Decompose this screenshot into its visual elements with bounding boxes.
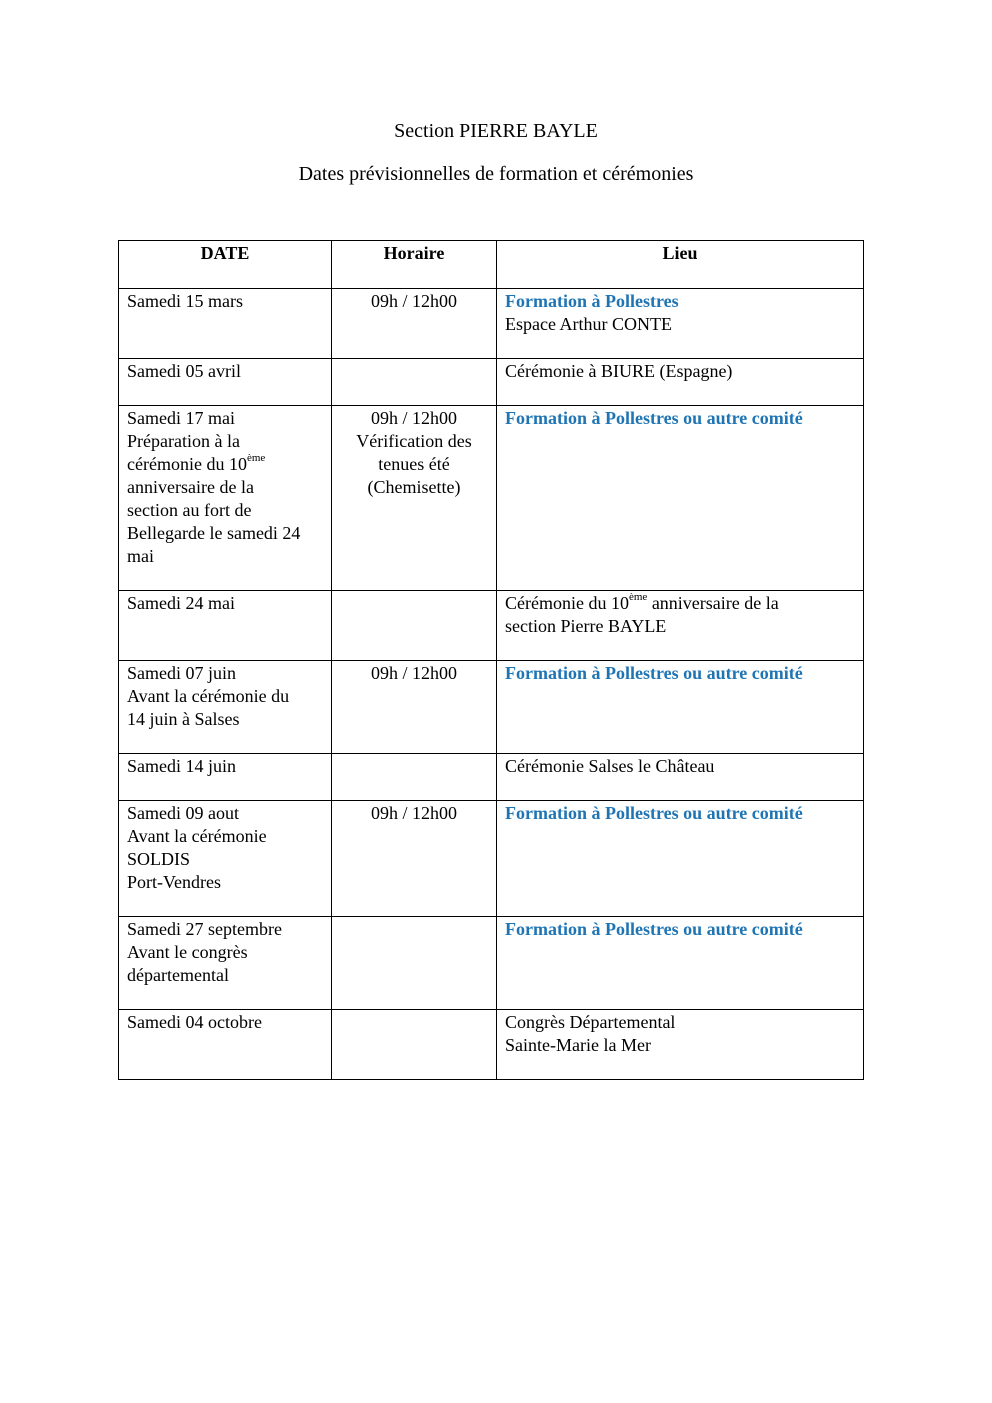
lieu-cell bbox=[497, 917, 864, 1010]
horaire-cell bbox=[332, 591, 497, 661]
lieu-line: section Pierre BAYLE bbox=[505, 616, 667, 636]
page-subtitle: Dates prévisionnelles de formation et cérémonies bbox=[298, 163, 694, 185]
horaire-cell bbox=[332, 754, 497, 801]
horaire-line: tenues été bbox=[378, 454, 450, 474]
ordinal-superscript: ème bbox=[246, 452, 266, 464]
date-line: Avant le congrès bbox=[127, 942, 248, 962]
date-line: départemental bbox=[127, 965, 229, 985]
date-line: Samedi 24 mai bbox=[127, 593, 235, 613]
date-cell bbox=[119, 591, 332, 661]
horaire-line: 09h / 12h00 bbox=[370, 291, 457, 311]
horaire-cell bbox=[332, 661, 497, 754]
lieu-highlight: Formation à Pollestres ou autre comité bbox=[505, 408, 803, 428]
lieu-line-text: Cérémonie du 10 bbox=[505, 593, 629, 613]
lieu-line: Sainte-Marie la Mer bbox=[505, 1035, 651, 1055]
column-header-lieu: Lieu bbox=[497, 241, 864, 289]
date-cell bbox=[119, 754, 332, 801]
horaire-line: 09h / 12h00 bbox=[370, 408, 457, 428]
lieu-line-text: anniversaire de la bbox=[647, 593, 779, 613]
date-line: Samedi 05 avril bbox=[127, 361, 241, 381]
lieu-cell bbox=[497, 801, 864, 917]
lieu-cell bbox=[497, 1010, 864, 1080]
date-line: Samedi 15 mars bbox=[127, 291, 243, 311]
lieu-line bbox=[505, 592, 855, 615]
table-row bbox=[119, 754, 864, 801]
lieu-line: Cérémonie à BIURE (Espagne) bbox=[505, 361, 733, 381]
date-line: Samedi 09 aout bbox=[127, 803, 239, 823]
date-line: Bellegarde le samedi 24 bbox=[127, 523, 301, 543]
date-line: Samedi 14 juin bbox=[127, 756, 236, 776]
lieu-highlight: Formation à Pollestres ou autre comité bbox=[505, 663, 803, 683]
date-cell bbox=[119, 917, 332, 1010]
date-cell bbox=[119, 801, 332, 917]
date-line: Préparation à la bbox=[127, 431, 240, 451]
table-row bbox=[119, 406, 864, 591]
column-header-date: DATE bbox=[119, 241, 332, 289]
lieu-line: Cérémonie Salses le Château bbox=[505, 756, 715, 776]
table-row bbox=[119, 661, 864, 754]
lieu-line: Congrès Départemental bbox=[505, 1012, 676, 1032]
date-line: Samedi 17 mai bbox=[127, 408, 235, 428]
table-row bbox=[119, 801, 864, 917]
date-cell bbox=[119, 359, 332, 406]
lieu-cell bbox=[497, 754, 864, 801]
table-row bbox=[119, 917, 864, 1010]
date-line: SOLDIS bbox=[127, 849, 191, 869]
date-line: mai bbox=[127, 546, 154, 566]
table-header-row bbox=[119, 241, 864, 289]
horaire-line: (Chemisette) bbox=[367, 477, 461, 497]
table-row bbox=[119, 359, 864, 406]
horaire-cell bbox=[332, 359, 497, 406]
date-line: 14 juin à Salses bbox=[127, 709, 240, 729]
lieu-cell bbox=[497, 661, 864, 754]
date-line: Samedi 27 septembre bbox=[127, 919, 282, 939]
date-line-text: cérémonie du 10 bbox=[127, 454, 247, 474]
date-line: Port-Vendres bbox=[127, 872, 221, 892]
lieu-highlight: Formation à Pollestres ou autre comité bbox=[505, 803, 803, 823]
date-line: section au fort de bbox=[127, 500, 252, 520]
date-cell bbox=[119, 289, 332, 359]
lieu-highlight: Formation à Pollestres ou autre comité bbox=[505, 919, 803, 939]
date-line: Avant la cérémonie bbox=[127, 826, 267, 846]
horaire-cell bbox=[332, 801, 497, 917]
horaire-cell bbox=[332, 289, 497, 359]
date-line: Samedi 07 juin bbox=[127, 663, 236, 683]
horaire-cell bbox=[332, 1010, 497, 1080]
ordinal-superscript: ème bbox=[628, 591, 648, 603]
lieu-highlight: Formation à Pollestres bbox=[505, 291, 679, 311]
page-title: Section PIERRE BAYLE bbox=[394, 120, 598, 142]
horaire-cell bbox=[332, 406, 497, 591]
date-line: Samedi 04 octobre bbox=[127, 1012, 262, 1032]
horaire-cell bbox=[332, 917, 497, 1010]
lieu-cell bbox=[497, 406, 864, 591]
horaire-line: Vérification des bbox=[356, 431, 472, 451]
table-row bbox=[119, 1010, 864, 1080]
date-cell bbox=[119, 406, 332, 591]
lieu-cell bbox=[497, 359, 864, 406]
date-cell bbox=[119, 661, 332, 754]
lieu-cell bbox=[497, 289, 864, 359]
lieu-cell bbox=[497, 591, 864, 661]
date-cell bbox=[119, 1010, 332, 1080]
schedule-table bbox=[118, 240, 864, 1080]
column-header-horaire: Horaire bbox=[332, 241, 497, 289]
date-line: anniversaire de la bbox=[127, 477, 254, 497]
table-row bbox=[119, 591, 864, 661]
date-line: Avant la cérémonie du bbox=[127, 686, 290, 706]
horaire-line: 09h / 12h00 bbox=[370, 663, 457, 683]
horaire-line: 09h / 12h00 bbox=[370, 803, 457, 823]
date-line bbox=[127, 453, 323, 476]
lieu-line: Espace Arthur CONTE bbox=[505, 314, 672, 334]
table-row bbox=[119, 289, 864, 359]
